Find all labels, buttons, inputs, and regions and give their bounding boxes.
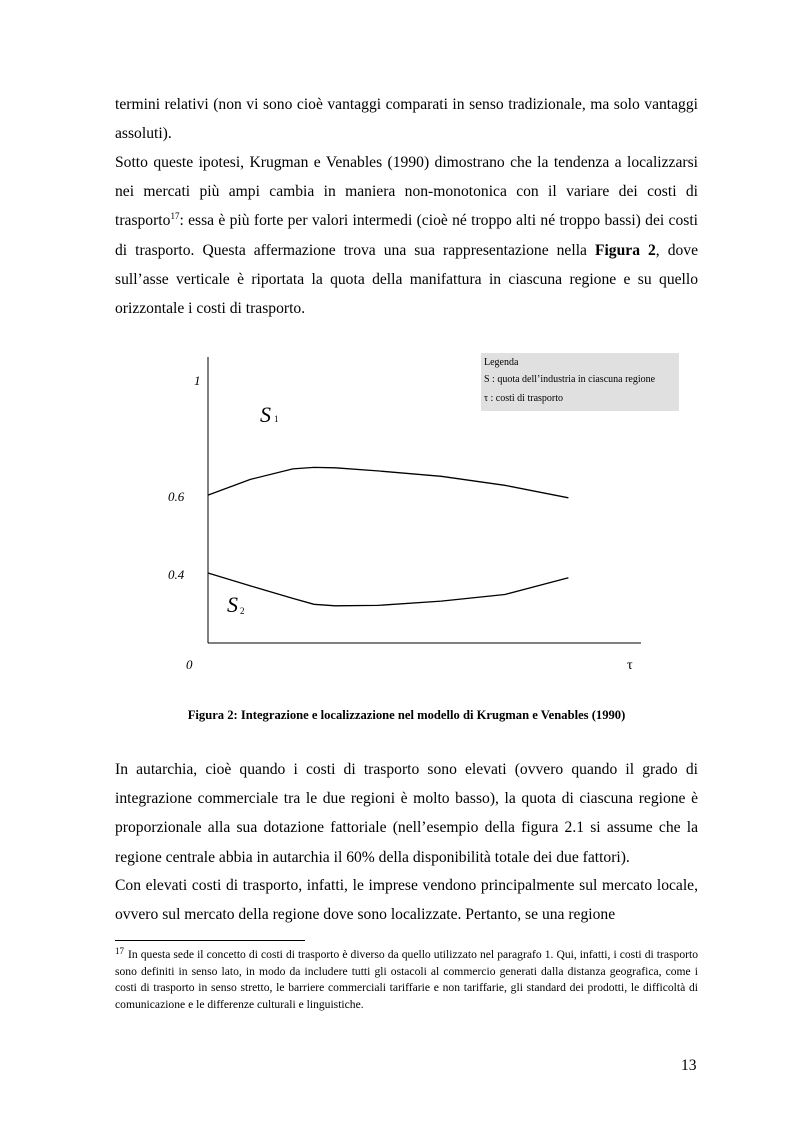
footnote	[115, 947, 698, 1013]
series-layer	[208, 402, 568, 617]
series-label-subscript-2: 2	[240, 606, 245, 616]
y-tick-label-1: 1	[194, 373, 201, 388]
x-axis-label: τ	[627, 658, 633, 673]
paragraph-3: In autarchia, cioè quando i costi di trasporto sono elevati (ovvero quando il grado di integrazione commerciale tra le due regioni è molto basso), la quota di ciascuna regione è proporzionale alla sua dotazione fattoriale (nell’esempio della figura 2.1 si assume che la regione centrale abbia in autarchia il 60% della disponibilità totale dei due fattori).	[115, 761, 698, 866]
page-number: 13	[681, 1057, 697, 1074]
y-tick-label-0-6: 0.6	[168, 489, 185, 504]
series-label-s1: S	[260, 402, 271, 427]
tick-layer	[168, 373, 201, 582]
paragraph-4: Con elevati costi di trasporto, infatti, le imprese vendono principalmente sul mercato locale, ovvero sul mercato della regione dove sono localizzate. Pertanto, se una regione	[115, 877, 698, 924]
y-tick-label-0-4: 0.4	[168, 567, 185, 582]
footnote-number: 17	[115, 946, 124, 956]
series-label-s2: S	[227, 592, 238, 617]
paragraph-2-part-c: , dove sull’asse verticale è riportata la quota della manifattura in ciascuna regione e su quello orizzontale i costi di trasporto.	[115, 241, 699, 318]
paragraph-2-part-a: Sotto queste ipotesi, Krugman e Venables (1990) dimostrano che la tendenza a localizzarsi nei mercati più ampi cambia in maniera non-monotonica con il variare dei costi di trasporto	[115, 154, 698, 230]
paragraph-1: termini relativi (non vi sono cioè vantaggi comparati in senso tradizionale, ma solo vantaggi assoluti).	[115, 96, 698, 143]
figure-caption: Figura 2: Integrazione e localizzazione nel modello di Krugman e Venables (1990)	[187, 708, 626, 722]
footnote-reference[interactable]: 17	[170, 211, 180, 222]
paragraph-2-part-b: : essa è più forte per valori intermedi (cioè né troppo alti né troppo bassi) dei costi di trasporto. Questa affermazione trova una sua rappresentazione nella	[115, 212, 698, 259]
series-line-s1	[208, 467, 568, 497]
legend-entry-tau: τ : costi di trasporto	[484, 393, 564, 404]
footnote-text: In questa sede il concetto di costi di trasporto è diverso da quello utilizzato nel paragrafo 1. Qui, infatti, i costi di trasporto sono definiti in senso lato, in modo da includere tutti gli ostacoli al commercio generati dalla distanza geografica, come i costi di trasporto in senso stretto, le barriere commerciali tariffarie e non tariffarie, gli standard dei prodotti, le difficoltà di comunicazione e le differenze culturali e linguistiche.	[115, 948, 698, 1011]
series-label-subscript-1: 1	[274, 414, 279, 424]
chart-legend	[481, 353, 679, 411]
footnote-separator	[115, 940, 305, 941]
legend-entry-s: S : quota dell’industria in ciascuna regione	[484, 374, 656, 385]
series-line-s2	[208, 573, 568, 606]
figure-reference: Figura 2	[594, 241, 656, 259]
x-origin-label: 0	[186, 657, 193, 672]
legend-title: Legenda	[484, 357, 519, 368]
